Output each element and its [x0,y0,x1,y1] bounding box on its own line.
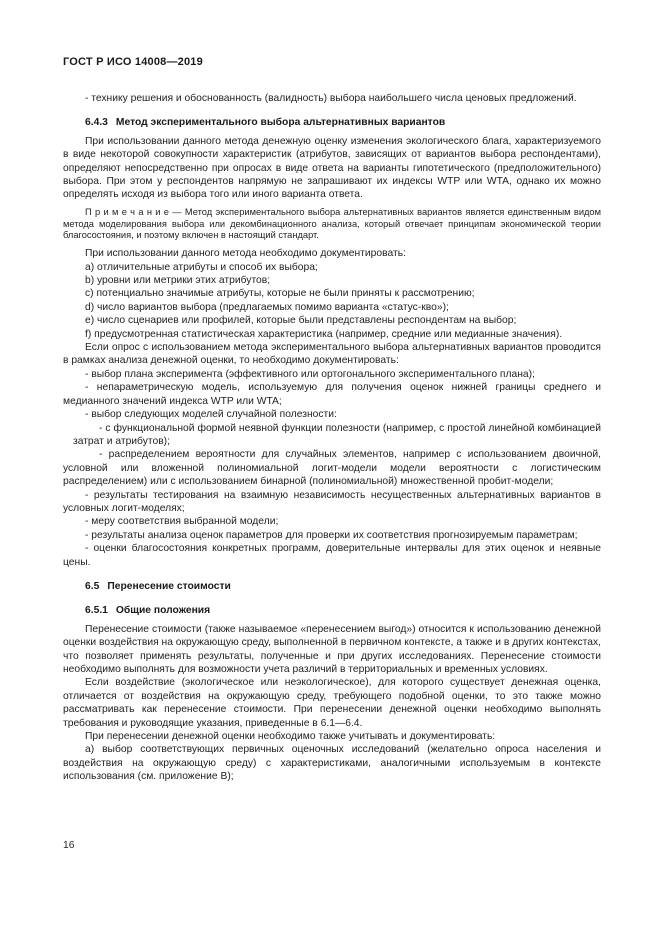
paragraph: - выбор плана эксперимента (эффективного или ортогонального экспериментального плана); [85,368,535,380]
section-number: 6.5 [85,580,100,592]
document-content [63,92,601,784]
section-title: Общие положения [115,605,211,617]
paragraph: - результаты анализа оценок параметров для проверки их соответствия прогнозируемым параметрам; [85,529,578,541]
section-title: Перенесение стоимости [107,580,231,592]
paragraph: При использовании данного метода необходимо документировать: [85,248,406,260]
paragraph: d) число вариантов выбора (предлагаемых помимо варианта «статус-кво»); [85,301,449,313]
paragraph: e) число сценариев или профилей, которые были представлены респондентам на выбор; [85,315,517,327]
note-paragraph: П р и м е ч а н и е — Метод экспериментального выбора альтернативных вариантов является единственным видом метода моделирования выбора или декомбинационного анализа, который отвечает принципам экономической теории благосостояния, и поэтому включен в настоящий стандарт. [63,206,601,241]
paragraph: При использовании данного метода денежную оценку изменения экологического блага, характеризуемого в виде некоторой совокупности характеристик (атрибутов, зависящих от вариантов выбора респондентами), определяют непосредственно при опросах в виде ответа на варианты гипотетического (предположительного) выбора. При этом у респондентов напрямую не запрашивают их индексы WTP или WTA, однако их можно определять исходя из выбора того или иного варианта ответа. [63,135,601,201]
paragraph: Если опрос с использованием метода экспериментального выбора альтернативных вариантов проводится в рамках анализа денежной оценки, то необходимо документировать: [63,342,601,367]
section-heading [63,604,601,617]
paragraph: Перенесение стоимости (также называемое «перенесением выгод») относится к использованию денежной оценки воздействия на окружающую среду, выполненной в первичном контексте, а также и в других контекстах, что позволяет применять результаты, полученные и при других исследованиях. Перенесение стоимости необходимо выполнять для возможности учета различий в территориальных и временных условиях. [63,623,601,676]
section-heading [63,116,601,129]
paragraph: a) выбор соответствующих первичных оценочных исследований (желательно опроса населения и воздействия на окружающую среду) с характеристиками, аналогичными используемым в контексте использования (см. приложение В); [63,744,601,783]
paragraph: - с функциональной формой неявной функции полезности (например, с простой линейной комбинацией затрат и атрибутов); [73,422,601,447]
paragraph: f) предусмотренная статистическая характеристика (например, средние или медианные значения). [85,328,563,340]
paragraph: - результаты тестирования на взаимную независимость несущественных альтернативных вариантов в условных логит-моделях; [63,489,601,514]
paragraph: b) уровни или метрики этих атрибутов; [85,275,271,287]
paragraph: - технику решения и обоснованность (валидность) выбора наибольшего числа ценовых предложений. [85,93,577,104]
paragraph: - непараметрическую модель, используемую для получения оценок нижней границы среднего и медианного значений индекса WTP или WTA; [63,382,601,407]
paragraph: a) отличительные атрибуты и способ их выбора; [85,261,318,273]
paragraph: - выбор следующих моделей случайной полезности: [85,409,337,421]
standard-number-header: ГОСТ Р ИСО 14008—2019 [63,56,203,68]
page-number: 16 [63,840,75,851]
section-number: 6.4.3 [85,117,108,129]
paragraph: c) потенциально значимые атрибуты, которые не были приняты к рассмотрению; [85,288,475,300]
section-title: Метод экспериментального выбора альтернативных вариантов [115,117,446,129]
paragraph: - распределением вероятности для случайных элементов, например с использованием двоичной, условной или вложенной полиномиальной логит-модели модели вероятности с логистическим распределением) или с использованием бинарной (полиномиальной) множественной пробит-модели; [63,449,601,488]
section-heading [63,580,601,593]
paragraph: - оценки благосостояния конкретных программ, доверительные интервалы для этих оценок и неявные цены. [63,543,601,568]
paragraph: При перенесении денежной оценки необходимо также учитывать и документировать: [85,731,496,743]
paragraph: Если воздействие (экологическое или неэкологическое), для которого существует денежная оценка, отличается от воздействия на окружающую среду, требующего подобной оценки, то это также можно рассматривать как перенесение стоимости. При перенесении денежной оценки необходимо выполнять требования и руководящие указания, приведенные в 6.1—6.4. [63,677,601,729]
paragraph: - меру соответствия выбранной модели; [85,516,279,528]
section-number: 6.5.1 [85,605,108,617]
